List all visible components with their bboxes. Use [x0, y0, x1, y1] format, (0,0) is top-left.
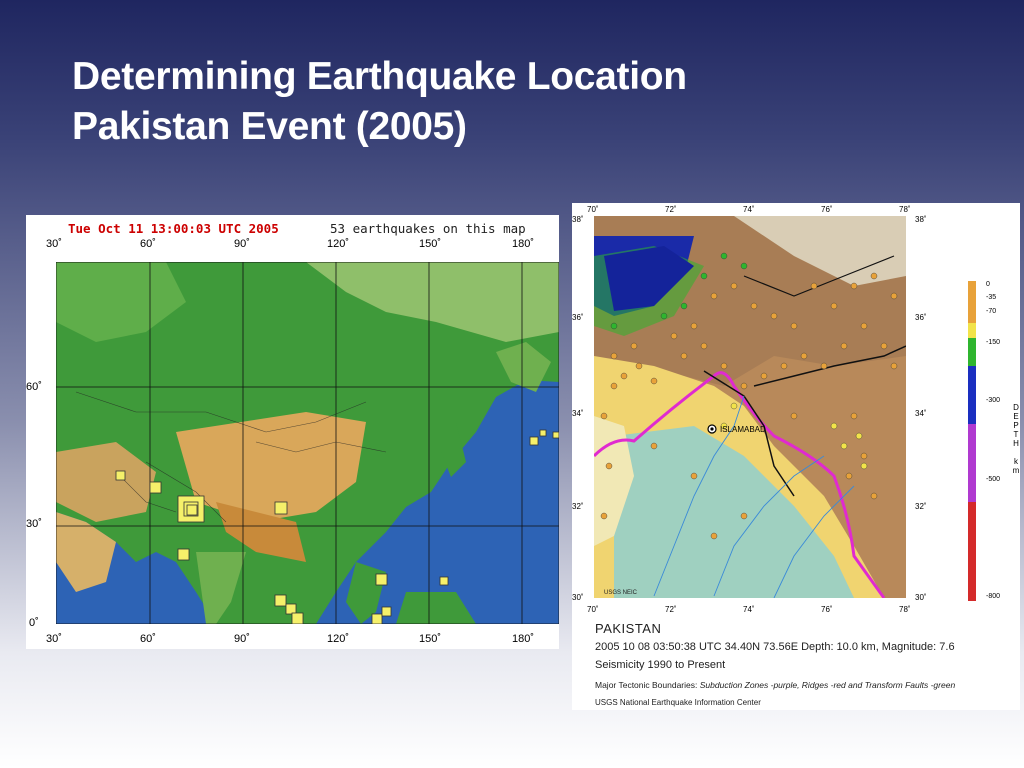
lon-tick: 150˚: [419, 238, 442, 250]
lon-tick-bottom: 76˚: [821, 605, 833, 614]
slide-title-line-2: Pakistan Event (2005): [72, 105, 467, 148]
lat-tick-right: 38˚: [915, 215, 927, 224]
seismicity-range: Seismicity 1990 to Present: [595, 659, 726, 671]
depth-tick: -150: [986, 339, 1001, 346]
lon-tick-bottom: 90˚: [234, 633, 250, 645]
tectonic-prefix: Major Tectonic Boundaries:: [595, 680, 700, 690]
event-details: 2005 10 08 03:50:38 UTC 34.40N 73.56E Depth: 10.0 km, Magnitude: 7.6: [595, 641, 955, 653]
lat-tick: 30˚: [572, 593, 584, 602]
lat-tick: 30˚: [26, 518, 42, 530]
lon-tick-bottom: 60˚: [140, 633, 156, 645]
asia-seismicity-map: [26, 215, 559, 649]
slide-title: [72, 52, 687, 152]
lon-tick-bottom: 150˚: [419, 633, 442, 645]
lon-tick: 90˚: [234, 238, 250, 250]
pakistan-seismicity-map: [572, 203, 1020, 710]
lat-tick: 36˚: [572, 313, 584, 322]
lon-tick: 76˚: [821, 205, 833, 214]
depth-tick: 0: [986, 281, 990, 288]
lon-tick-bottom: 120˚: [327, 633, 350, 645]
lon-tick-bottom: 30˚: [46, 633, 62, 645]
lat-tick-right: 34˚: [915, 409, 927, 418]
map-region-title: PAKISTAN: [595, 621, 662, 636]
depth-tick: -800: [986, 593, 1001, 600]
lon-tick-bottom: 70˚: [587, 605, 599, 614]
city-label: ISLAMABAD: [720, 425, 766, 434]
depth-tick: -300: [986, 397, 1001, 404]
depth-tick: -70: [986, 308, 997, 315]
lon-tick-bottom: 180˚: [512, 633, 535, 645]
data-source: USGS National Earthquake Information Center: [595, 698, 761, 707]
lat-tick-right: 32˚: [915, 502, 927, 511]
slide-title-line-1: Determining Earthquake Location: [72, 55, 687, 98]
lat-tick: 38˚: [572, 215, 584, 224]
lat-tick: 60˚: [26, 381, 42, 393]
lon-tick: 78˚: [899, 205, 911, 214]
depth-axis-label: D E P T H k m: [1012, 403, 1020, 475]
lon-tick: 70˚: [587, 205, 599, 214]
depth-legend: [968, 281, 976, 601]
lon-tick-bottom: 78˚: [899, 605, 911, 614]
lon-tick-bottom: 74˚: [743, 605, 755, 614]
lat-tick: 32˚: [572, 502, 584, 511]
asia-relief-map: [56, 262, 559, 624]
map-timestamp: Tue Oct 11 13:00:03 UTC 2005: [68, 221, 279, 236]
tectonic-detail: Subduction Zones -purple, Ridges -red and Transform Faults -green: [699, 680, 956, 690]
lon-tick: 72˚: [665, 205, 677, 214]
lon-tick: 180˚: [512, 238, 535, 250]
source-watermark: USGS NEIC: [604, 590, 638, 596]
lon-tick-bottom: 72˚: [665, 605, 677, 614]
lat-tick-right: 30˚: [915, 593, 927, 602]
lon-tick: 30˚: [46, 238, 62, 250]
lon-tick: 60˚: [140, 238, 156, 250]
lon-tick: 74˚: [743, 205, 755, 214]
tectonic-boundaries-note: [595, 680, 955, 690]
lat-tick: 34˚: [572, 409, 584, 418]
depth-tick: -35: [986, 294, 997, 301]
earthquake-count: 53 earthquakes on this map: [330, 221, 526, 236]
lat-tick-right: 36˚: [915, 313, 927, 322]
pakistan-relief-map: [594, 216, 906, 598]
lon-tick: 120˚: [327, 238, 350, 250]
lat-tick: 0˚: [29, 617, 39, 629]
depth-tick: -500: [986, 476, 1001, 483]
